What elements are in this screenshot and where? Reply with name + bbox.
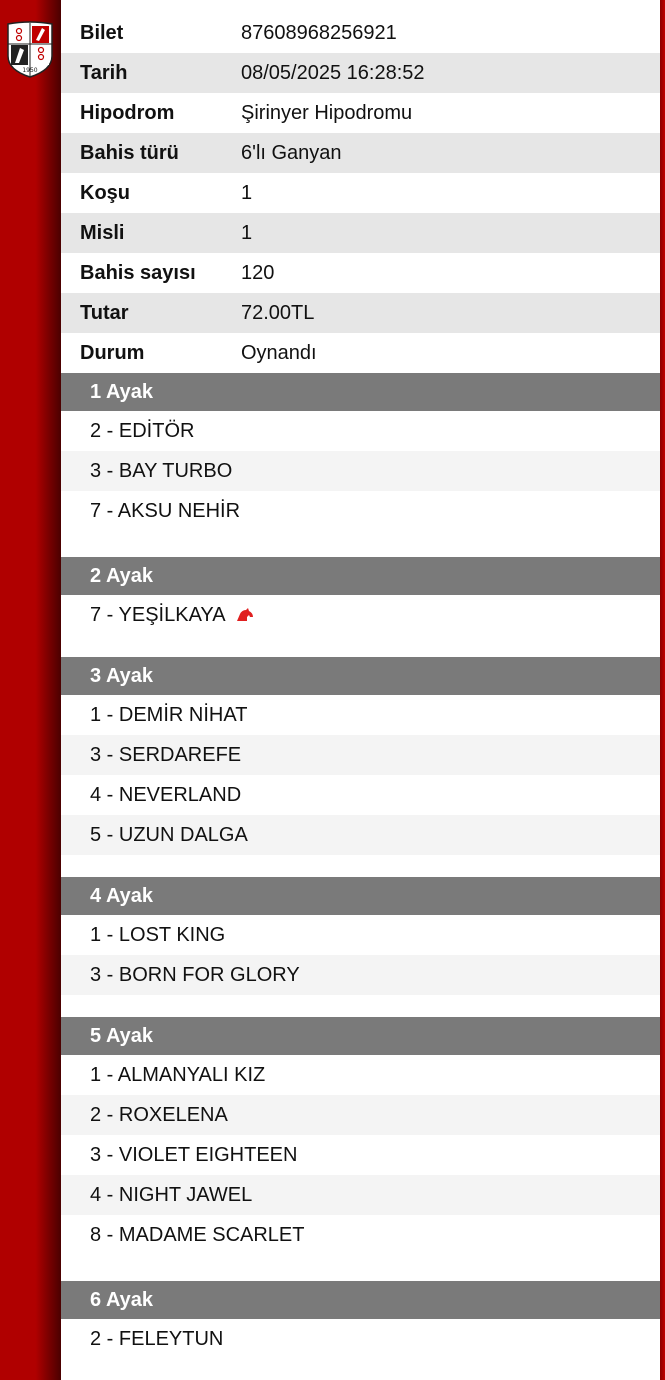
horse-name: 5 - UZUN DALGA xyxy=(90,823,248,846)
horse-name: 4 - NIGHT JAWEL xyxy=(90,1183,253,1206)
horse-name: 3 - BAY TURBO xyxy=(90,459,233,482)
horse-row xyxy=(61,775,660,815)
ticket-info-label: Misli xyxy=(80,221,125,244)
horse-name: 7 - AKSU NEHİR xyxy=(90,499,241,522)
logo-year: 1950 xyxy=(22,67,38,74)
left-sidebar xyxy=(0,0,61,1380)
leg-header: 3 Ayak xyxy=(61,657,660,695)
horse-name: 2 - FELEYTUN xyxy=(90,1327,224,1350)
ticket-info-row xyxy=(61,333,660,373)
horse-row xyxy=(61,695,660,735)
horse-name: 3 - VIOLET EIGHTEEN xyxy=(90,1143,298,1166)
ticket-info-label: Tutar xyxy=(80,301,129,324)
horse-row xyxy=(61,411,660,451)
ticket-info-value: 1 xyxy=(241,221,253,244)
horse-row xyxy=(61,491,660,531)
right-edge xyxy=(660,0,665,1380)
ticket-info-value: 72.00TL xyxy=(241,301,315,324)
leg-header: 6 Ayak xyxy=(61,1281,660,1319)
ticket-info-label: Hipodrom xyxy=(80,101,175,124)
ticket-info-label: Bilet xyxy=(80,21,124,44)
horse-row xyxy=(61,955,660,995)
leg-header: 1 Ayak xyxy=(61,373,660,411)
horse-name: 3 - BORN FOR GLORY xyxy=(90,963,300,986)
horse-row xyxy=(61,1215,660,1255)
ticket-info-row xyxy=(61,13,660,53)
leg-spacer xyxy=(61,995,660,1017)
ticket-info-value: Oynandı xyxy=(241,341,317,364)
horse-row xyxy=(61,1175,660,1215)
leg-spacer xyxy=(61,635,660,657)
ticket-info-value: 1 xyxy=(241,181,253,204)
ticket-info-table xyxy=(61,13,660,373)
horse-name: 7 - YEŞİLKAYA xyxy=(90,603,226,626)
horse-head-icon xyxy=(236,608,254,622)
ticket-info-row xyxy=(61,293,660,333)
leg-header: 5 Ayak xyxy=(61,1017,660,1055)
horse-row xyxy=(61,1319,660,1359)
leg-spacer xyxy=(61,1255,660,1281)
ticket-info-row xyxy=(61,253,660,293)
ticket-info-row xyxy=(61,93,660,133)
horse-row xyxy=(61,1095,660,1135)
ticket-info-value: 87608968256921 xyxy=(241,21,397,44)
leg-spacer xyxy=(61,531,660,557)
horse-row xyxy=(61,815,660,855)
horse-name: 2 - ROXELENA xyxy=(90,1103,228,1126)
horse-name: 8 - MADAME SCARLET xyxy=(90,1223,305,1246)
ticket-info-label: Bahis türü xyxy=(80,141,179,164)
ticket-info-value: 6'lı Ganyan xyxy=(241,141,342,164)
ticket-info-label: Koşu xyxy=(80,181,130,204)
horse-name: 3 - SERDAREFE xyxy=(90,743,242,766)
horse-name: 1 - LOST KING xyxy=(90,923,226,946)
ticket-info-row xyxy=(61,53,660,93)
ticket-detail xyxy=(61,13,660,1359)
club-shield-logo[interactable] xyxy=(6,20,54,78)
ticket-info-label: Bahis sayısı xyxy=(80,261,196,284)
horse-row xyxy=(61,595,660,635)
horse-name: 2 - EDİTÖR xyxy=(90,419,195,442)
leg-spacer xyxy=(61,855,660,877)
leg-header: 4 Ayak xyxy=(61,877,660,915)
horse-name: 1 - DEMİR NİHAT xyxy=(90,703,248,726)
horse-row xyxy=(61,735,660,775)
ticket-info-row xyxy=(61,173,660,213)
horse-row xyxy=(61,1135,660,1175)
ticket-info-label: Tarih xyxy=(80,61,128,84)
horse-row xyxy=(61,451,660,491)
ticket-info-row xyxy=(61,133,660,173)
leg-header: 2 Ayak xyxy=(61,557,660,595)
horse-name: 4 - NEVERLAND xyxy=(90,783,242,806)
ticket-info-value: Şirinyer Hipodromu xyxy=(241,101,413,124)
legs-list xyxy=(61,373,660,1359)
ticket-info-label: Durum xyxy=(80,341,145,364)
horse-name: 1 - ALMANYALI KIZ xyxy=(90,1063,266,1086)
ticket-info-row xyxy=(61,213,660,253)
ticket-info-value: 08/05/2025 16:28:52 xyxy=(241,61,425,84)
horse-row xyxy=(61,1055,660,1095)
ticket-info-value: 120 xyxy=(241,261,275,284)
horse-row xyxy=(61,915,660,955)
